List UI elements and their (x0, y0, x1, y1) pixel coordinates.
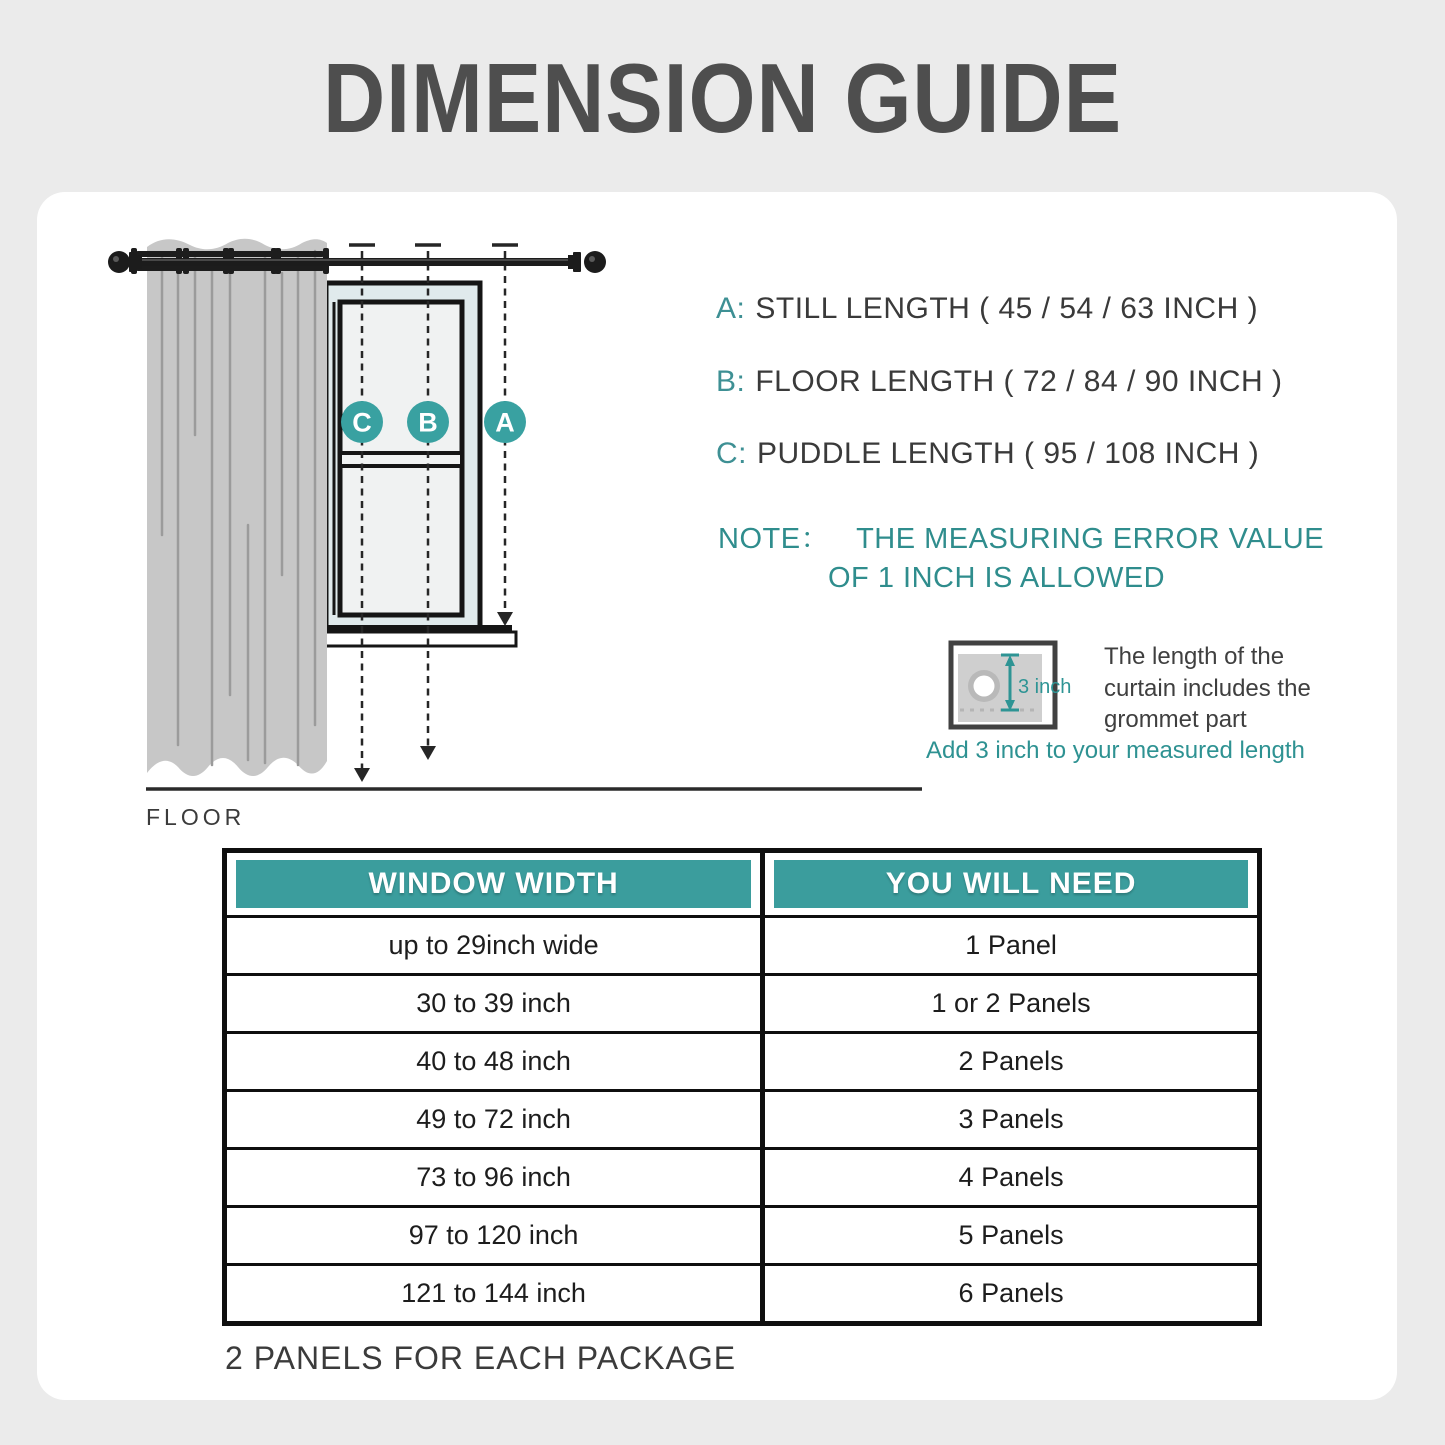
rod-finial-icon (584, 251, 606, 273)
cell-width: up to 29inch wide (225, 917, 763, 975)
note-label: NOTE： (718, 523, 831, 555)
table-header-row (225, 851, 1260, 917)
window-illustration (316, 283, 516, 646)
cell-width: 40 to 48 inch (225, 1033, 763, 1091)
cell-panels: 6 Panels (763, 1265, 1260, 1324)
table-row (225, 917, 1260, 975)
cell-panels: 4 Panels (763, 1149, 1260, 1207)
arrow-down-icon (354, 768, 370, 782)
grommet-tip: Add 3 inch to your measured length (926, 737, 1305, 764)
page-title: DIMENSION GUIDE (322, 43, 1123, 153)
floor (146, 789, 922, 830)
arrow-down-icon (420, 746, 436, 760)
note-line-2: OF 1 INCH IS ALLOWED (828, 562, 1166, 594)
header-window-width: WINDOW WIDTH (225, 851, 763, 917)
table-row (225, 1033, 1260, 1091)
cell-panels: 5 Panels (763, 1207, 1260, 1265)
spec-key-a: A: (716, 292, 746, 325)
cell-width: 73 to 96 inch (225, 1149, 763, 1207)
spec-text-c: PUDDLE LENGTH ( 95 / 108 INCH ) (757, 437, 1260, 470)
header-you-will-need: YOU WILL NEED (763, 851, 1260, 917)
badge-c-label: C (352, 407, 372, 438)
cell-panels: 1 Panel (763, 917, 1260, 975)
spec-puddle-length (716, 437, 1356, 477)
floor-label: FLOOR (146, 804, 246, 830)
cell-panels: 3 Panels (763, 1091, 1260, 1149)
spec-key-b: B: (716, 365, 746, 398)
panel-table (222, 848, 1262, 1326)
cell-width: 121 to 144 inch (225, 1265, 763, 1324)
package-note: 2 PANELS FOR EACH PACKAGE (225, 1340, 737, 1376)
cell-width: 49 to 72 inch (225, 1091, 763, 1149)
grommet-diagram (948, 640, 1083, 740)
spec-still-length (716, 292, 1356, 332)
table-row (225, 975, 1260, 1033)
note-line-1 (718, 516, 1324, 557)
spec-key-c: C: (716, 437, 747, 470)
table-row (225, 1149, 1260, 1207)
spec-text-b: FLOOR LENGTH ( 72 / 84 / 90 INCH ) (755, 365, 1283, 398)
cell-panels: 2 Panels (763, 1033, 1260, 1091)
measure-badges (341, 401, 526, 443)
table-row (225, 1091, 1260, 1149)
grommet-measure-label: 3 inch (1018, 676, 1072, 698)
note-text-1: THE MEASURING ERROR VALUE (856, 523, 1325, 555)
cell-panels: 1 or 2 Panels (763, 975, 1260, 1033)
rod-finial-icon (108, 251, 130, 273)
table-row (225, 1265, 1260, 1324)
spec-floor-length (716, 365, 1356, 405)
arrow-down-icon (497, 612, 513, 626)
badge-b-label: B (418, 407, 438, 438)
grommet-description: The length of the curtain includes the grommet part (1104, 643, 1311, 734)
table-row (225, 1207, 1260, 1265)
spec-text-a: STILL LENGTH ( 45 / 54 / 63 INCH ) (755, 292, 1259, 325)
cell-width: 97 to 120 inch (225, 1207, 763, 1265)
curtain-illustration (131, 239, 329, 776)
badge-a-label: A (495, 407, 515, 438)
cell-width: 30 to 39 inch (225, 975, 763, 1033)
